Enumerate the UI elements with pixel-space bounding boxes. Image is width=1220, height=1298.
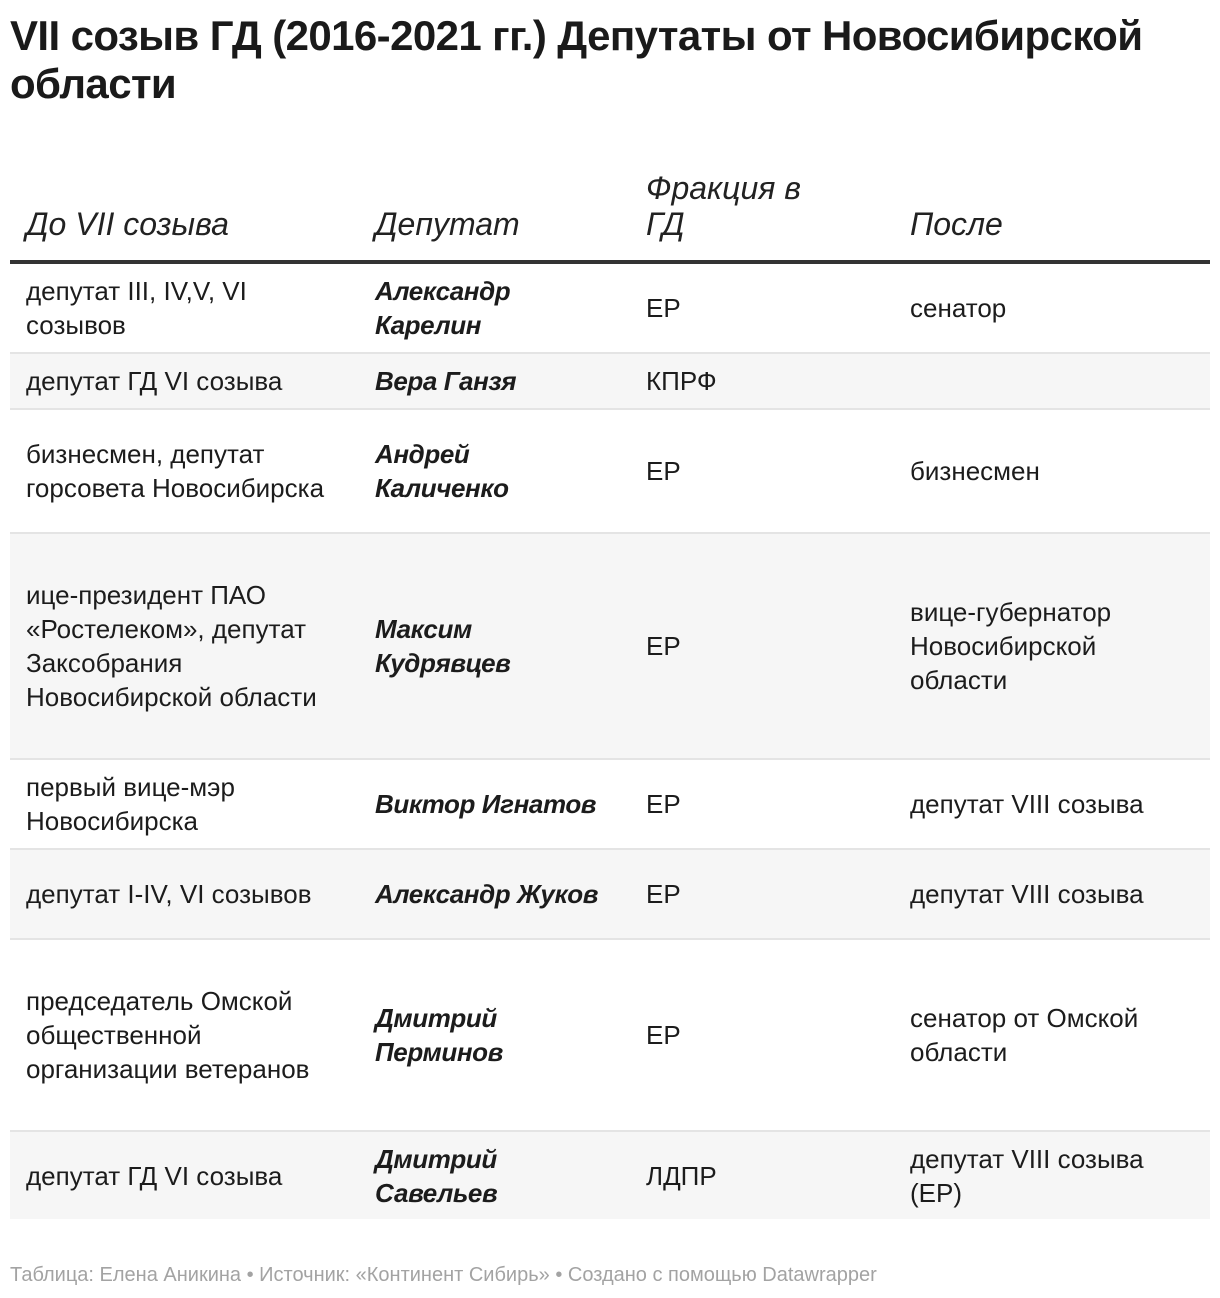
table-row [10,353,1210,409]
cell-after: депутат VIII созыва [894,849,1210,939]
header-row [10,170,1210,262]
deputies-table [10,170,1210,1219]
cell-faction: ЛДПР [630,1131,894,1219]
column-header-deputy[interactable]: Депутат [359,170,630,262]
cell-faction: ЕР [630,849,894,939]
cell-before: бизнесмен, депутат горсовета Новосибирска [10,409,359,533]
cell-after: депутат VIII созыва [894,759,1210,849]
cell-faction: ЕР [630,533,894,759]
cell-deputy: Вера Ганзя [359,353,630,409]
cell-deputy: Максим Кудрявцев [359,533,630,759]
column-header-before[interactable]: До VII созыва [10,170,359,262]
cell-after: сенатор [894,262,1210,353]
table-row [10,939,1210,1131]
cell-after: депутат VIII созыва (ЕР) [894,1131,1210,1219]
source-footer: Таблица: Елена Аникина • Источник: «Континент Сибирь» • Создано с помощью Datawrapper [10,1264,877,1286]
cell-deputy: Дмитрий Савельев [359,1131,630,1219]
column-header-faction[interactable]: Фракция в ГД [630,170,894,262]
cell-faction: ЕР [630,409,894,533]
cell-faction: ЕР [630,759,894,849]
cell-before: председатель Омской общественной организации ветеранов [10,939,359,1131]
cell-faction: ЕР [630,262,894,353]
cell-before: депутат I-IV, VI созывов [10,849,359,939]
cell-deputy: Дмитрий Перминов [359,939,630,1131]
cell-before: ице-президент ПАО «Ростелеком», депутат Заксобрания Новосибирской области [10,533,359,759]
cell-faction: ЕР [630,939,894,1131]
cell-faction: КПРФ [630,353,894,409]
cell-deputy: Виктор Игнатов [359,759,630,849]
table-row [10,759,1210,849]
table-body [10,262,1210,1219]
chart-title: VII созыв ГД (2016-2021 гг.) Депутаты от Новосибирской области [10,12,1143,107]
cell-before: депутат III, IV,V, VI созывов [10,262,359,353]
cell-deputy: Александр Карелин [359,262,630,353]
chart-container [10,12,1210,1208]
table-header [10,170,1210,262]
cell-deputy: Андрей Каличенко [359,409,630,533]
cell-after: вице-губернатор Новосибирской области [894,533,1210,759]
cell-before: депутат ГД VI созыва [10,1131,359,1219]
cell-deputy: Александр Жуков [359,849,630,939]
cell-after: бизнесмен [894,409,1210,533]
table-row [10,849,1210,939]
cell-after [894,353,1210,409]
table-row [10,409,1210,533]
column-header-after[interactable]: После [894,170,1210,262]
table-row [10,262,1210,353]
cell-after: сенатор от Омской области [894,939,1210,1131]
table-row [10,533,1210,759]
cell-before: первый вице-мэр Новосибирска [10,759,359,849]
cell-before: депутат ГД VI созыва [10,353,359,409]
table-row [10,1131,1210,1219]
